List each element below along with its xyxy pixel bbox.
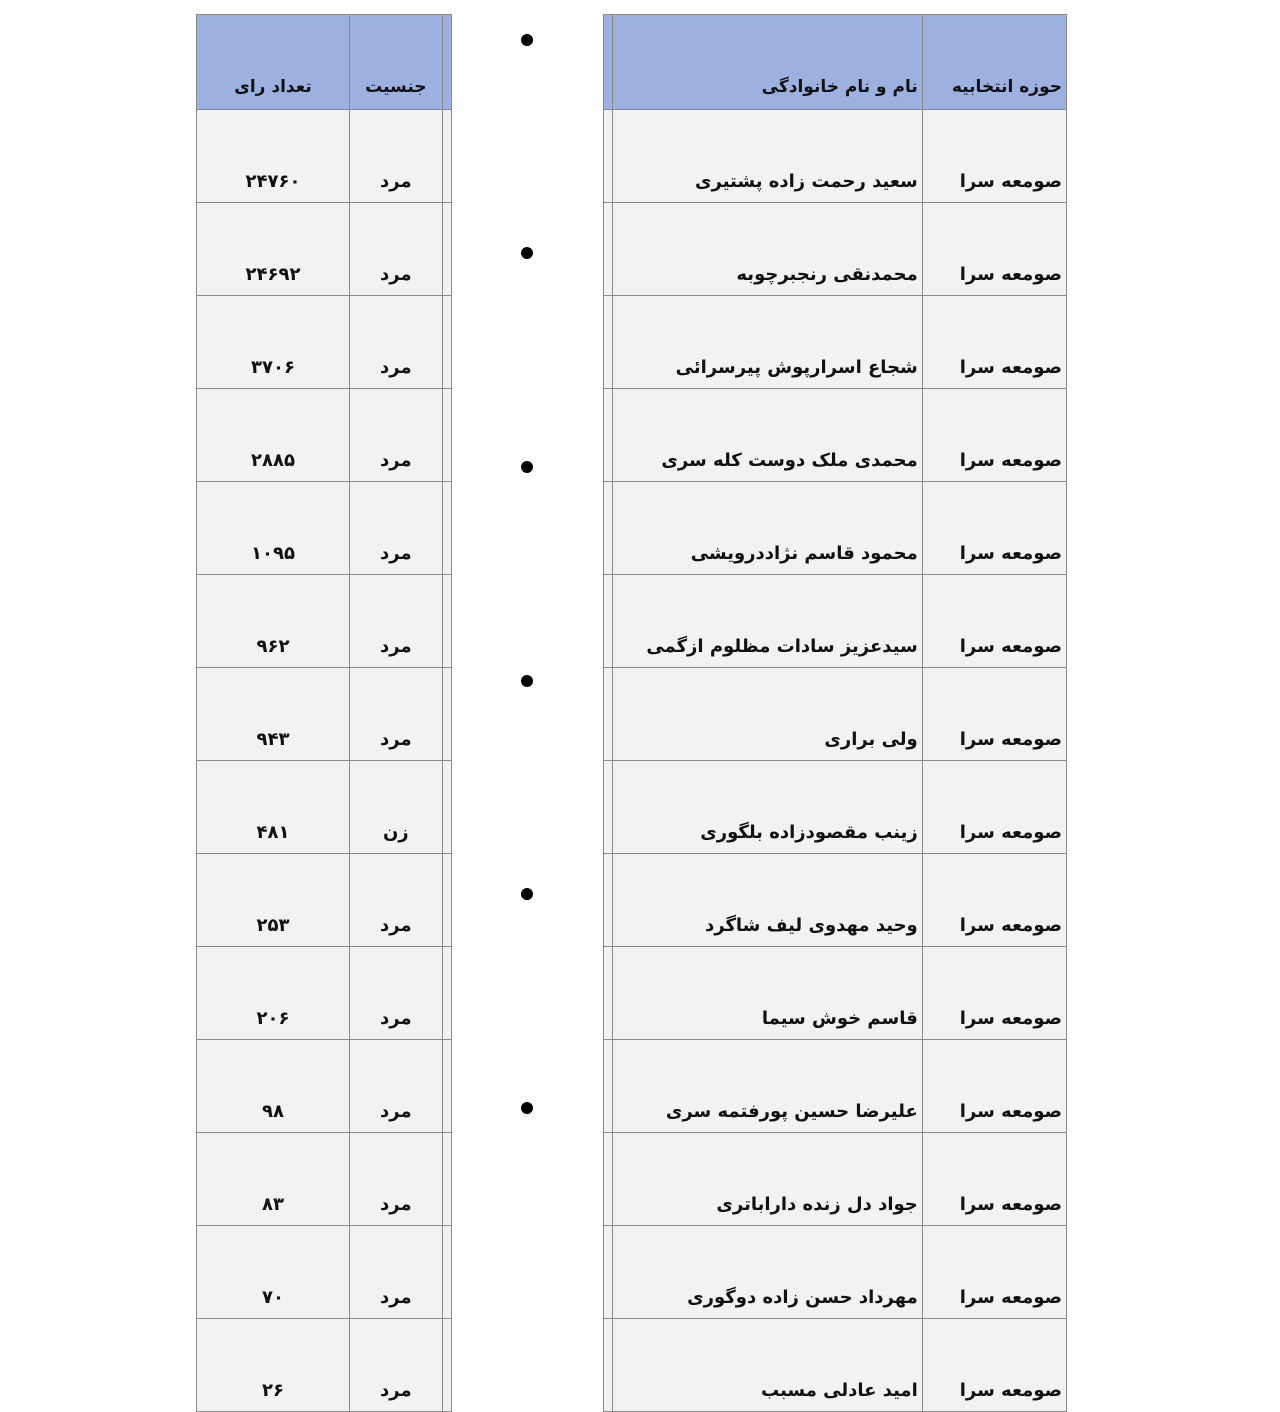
votes-cell: ۸۳ [197,1133,350,1226]
row-strip [604,761,613,854]
row-strip [604,947,613,1040]
bullet-5 [521,888,533,900]
table-row [197,575,452,668]
votes-cell: ۲۰۶ [197,947,350,1040]
bullet-2 [521,247,533,259]
table-row [604,761,1067,854]
gender-cell: زن [350,761,443,854]
table-row [197,854,452,947]
votes-cell: ۱۰۹۵ [197,482,350,575]
row-strip [442,668,451,761]
table-row [197,296,452,389]
name-cell: محمود قاسم نژاددرویشی [613,482,923,575]
votes-header: تعداد رای [197,15,350,110]
row-strip [442,203,451,296]
bullet-4 [521,675,533,687]
district-cell: صومعه سرا [922,668,1066,761]
row-strip [442,1133,451,1226]
table-row [604,482,1067,575]
row-strip [442,1226,451,1319]
votes-cell: ۹۴۳ [197,668,350,761]
row-strip [604,203,613,296]
name-cell: سعید رحمت زاده پشتیری [613,110,923,203]
gender-cell: مرد [350,1133,443,1226]
bullet-6 [521,1102,533,1114]
table-row [604,389,1067,482]
votes-cell: ۹۸ [197,1040,350,1133]
gender-cell: مرد [350,575,443,668]
gender-cell: مرد [350,854,443,947]
district-cell: صومعه سرا [922,1226,1066,1319]
table-row [197,761,452,854]
votes-cell: ۹۶۲ [197,575,350,668]
table-row [197,1319,452,1412]
votes-cell: ۲۵۳ [197,854,350,947]
votes-cell: ۲۶ [197,1319,350,1412]
row-strip [604,110,613,203]
row-strip [442,947,451,1040]
header-strip [442,15,451,110]
district-cell: صومعه سرا [922,1040,1066,1133]
district-cell: صومعه سرا [922,110,1066,203]
table-row [604,1319,1067,1412]
table-row [604,1226,1067,1319]
candidates-table [603,14,1067,1412]
district-cell: صومعه سرا [922,482,1066,575]
votes-cell: ۴۸۱ [197,761,350,854]
table-row [604,203,1067,296]
row-strip [442,854,451,947]
row-strip [442,1040,451,1133]
gender-header: جنسیت [350,15,443,110]
table-row [604,575,1067,668]
name-cell: علیرضا حسین پورفتمه سری [613,1040,923,1133]
candidates-header-row [604,15,1067,110]
gender-cell: مرد [350,1319,443,1412]
name-cell: جواد دل زنده داراباتری [613,1133,923,1226]
row-strip [442,110,451,203]
row-strip [442,1319,451,1412]
name-cell: محمدی ملک دوست کله سری [613,389,923,482]
table-row [604,947,1067,1040]
votes-cell: ۳۷۰۶ [197,296,350,389]
name-cell: مهرداد حسن زاده دوگوری [613,1226,923,1319]
row-strip [604,389,613,482]
district-header: حوزه انتخابیه [922,15,1066,110]
table-row [197,110,452,203]
row-strip [604,668,613,761]
table-row [197,482,452,575]
candidates-table-body [604,110,1067,1412]
district-cell: صومعه سرا [922,389,1066,482]
gender-cell: مرد [350,110,443,203]
row-strip [442,761,451,854]
gender-cell: مرد [350,1040,443,1133]
row-strip [442,482,451,575]
gender-cell: مرد [350,203,443,296]
table-row [604,854,1067,947]
votes-cell: ۷۰ [197,1226,350,1319]
row-strip [604,575,613,668]
district-cell: صومعه سرا [922,203,1066,296]
table-row [197,1133,452,1226]
table-row [197,1226,452,1319]
row-strip [604,854,613,947]
district-cell: صومعه سرا [922,575,1066,668]
row-strip [604,1133,613,1226]
table-row [197,668,452,761]
name-cell: ولی براری [613,668,923,761]
gender-cell: مرد [350,668,443,761]
table-row [197,947,452,1040]
name-cell: امید عادلی مسبب [613,1319,923,1412]
gender-cell: مرد [350,1226,443,1319]
row-strip [442,296,451,389]
name-cell: سیدعزیز سادات مظلوم ازگمی [613,575,923,668]
district-cell: صومعه سرا [922,1319,1066,1412]
row-strip [604,482,613,575]
votes-header-row [197,15,452,110]
votes-cell: ۲۸۸۵ [197,389,350,482]
row-strip [604,296,613,389]
table-row [604,296,1067,389]
row-strip [604,1319,613,1412]
district-cell: صومعه سرا [922,854,1066,947]
votes-cell: ۲۴۷۶۰ [197,110,350,203]
district-cell: صومعه سرا [922,761,1066,854]
row-strip [442,389,451,482]
votes-cell: ۲۴۶۹۲ [197,203,350,296]
votes-table-body [197,110,452,1412]
votes-table [196,14,452,1412]
gender-cell: مرد [350,296,443,389]
row-strip [604,1226,613,1319]
gender-cell: مرد [350,482,443,575]
name-cell: محمدنقی رنجبرچوبه [613,203,923,296]
name-cell: قاسم خوش سیما [613,947,923,1040]
gender-cell: مرد [350,947,443,1040]
bullet-3 [521,461,533,473]
name-cell: شجاع اسرارپوش پیرسرائی [613,296,923,389]
table-row [604,1040,1067,1133]
name-cell: وحید مهدوی لیف شاگرد [613,854,923,947]
table-row [197,389,452,482]
name-header: نام و نام خانوادگی [613,15,923,110]
district-cell: صومعه سرا [922,296,1066,389]
table-row [604,668,1067,761]
district-cell: صومعه سرا [922,1133,1066,1226]
bullet-1 [521,34,533,46]
row-strip [442,575,451,668]
table-row [197,1040,452,1133]
table-row [604,1133,1067,1226]
gender-cell: مرد [350,389,443,482]
name-cell: زینب مقصودزاده بلگوری [613,761,923,854]
table-row [197,203,452,296]
table-row [604,110,1067,203]
row-strip [604,1040,613,1133]
header-strip [604,15,613,110]
district-cell: صومعه سرا [922,947,1066,1040]
